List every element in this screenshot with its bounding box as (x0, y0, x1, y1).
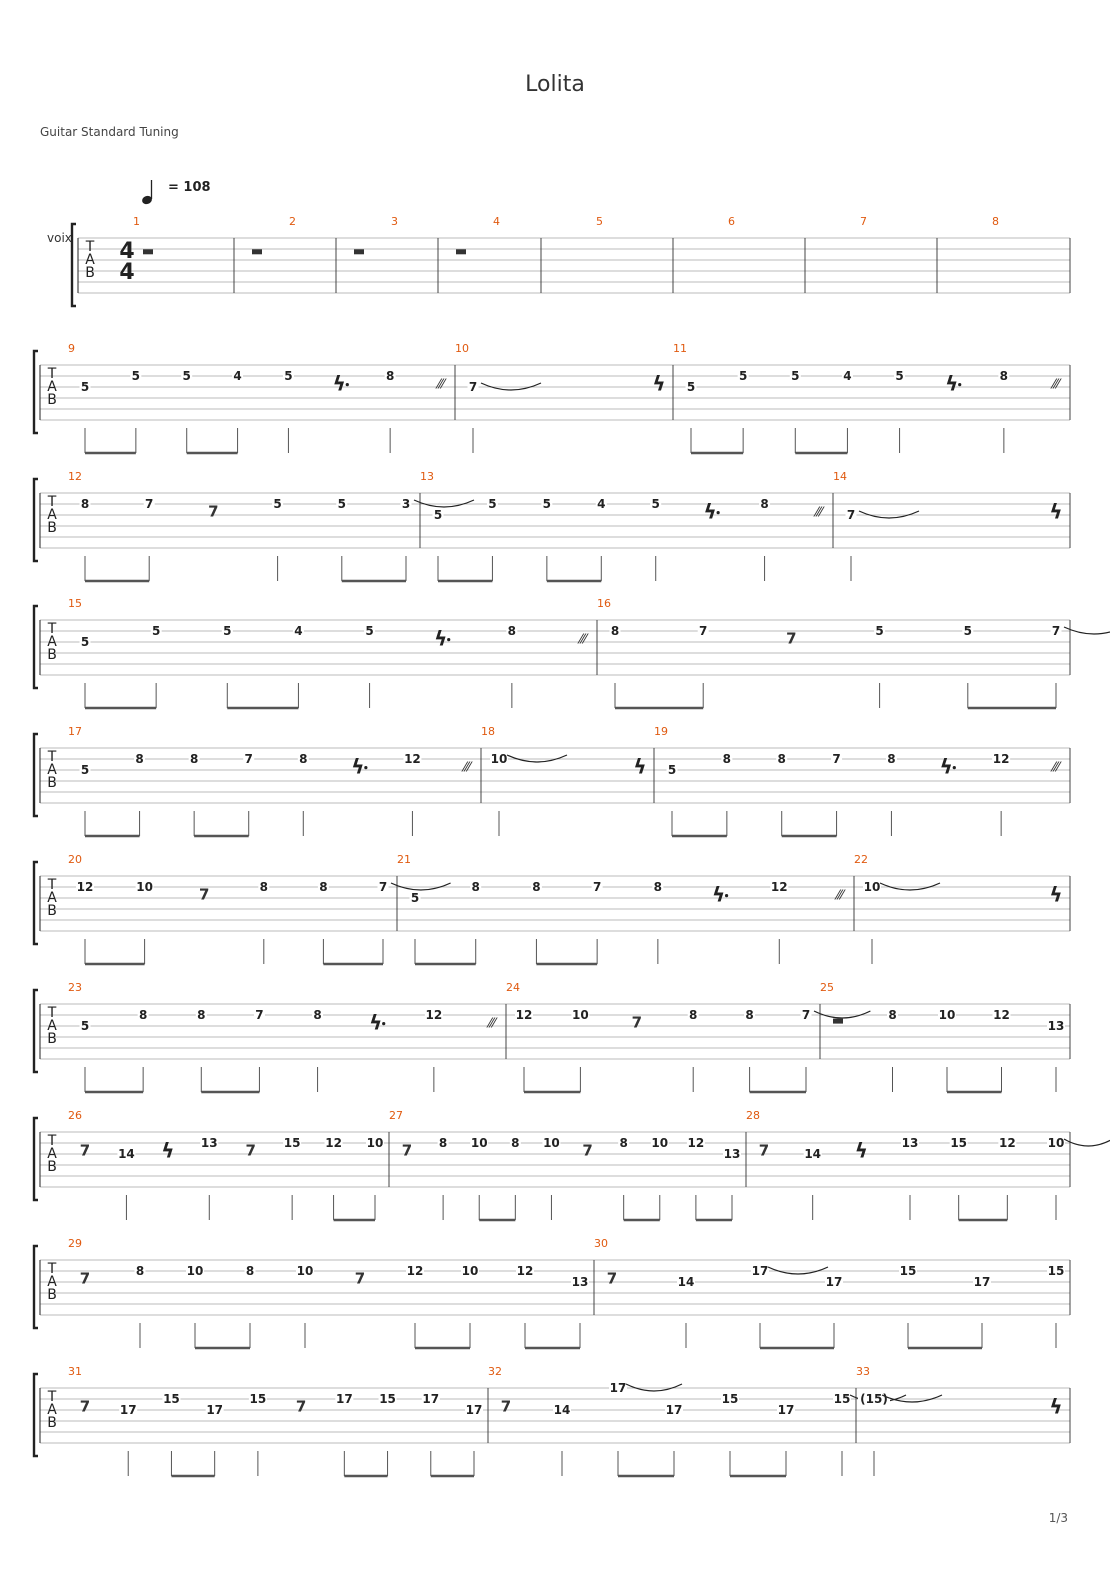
rest-4-2-7: ⁄⁄⁄ (1052, 760, 1060, 776)
rest-6-0-5: ϟ (369, 1010, 383, 1035)
fret-number: 8 (471, 880, 480, 894)
rest-3-0-7: ⁄⁄⁄ (579, 632, 587, 648)
measure-number: 15 (68, 597, 82, 610)
fret-number: 8 (135, 752, 144, 766)
tab-clef-B: B (47, 1159, 57, 1175)
fret-number: 5 (151, 624, 161, 638)
fret-number: 10 (863, 880, 881, 894)
fret-number: 17 (751, 1264, 769, 1278)
measure-number: 11 (673, 342, 687, 355)
fret-number: 7 (255, 1008, 264, 1022)
track-name: voix (47, 231, 72, 245)
fret-number: 10 (651, 1136, 669, 1150)
rest-4-1-1: ϟ (633, 754, 647, 779)
measure-number: 33 (856, 1365, 870, 1378)
tab-clef-B: B (47, 520, 57, 536)
tab-clef-T: T (47, 494, 57, 510)
fret-number: 8 (999, 369, 1009, 383)
fret-number: 15 (950, 1136, 968, 1150)
rest-1-2-5-dot (958, 383, 961, 386)
fret-number: 7 (145, 497, 154, 511)
measure-number: 3 (391, 215, 398, 228)
fret-number: 8 (777, 752, 786, 766)
rest-7-0-4: 7 (245, 1141, 256, 1160)
measure-number: 29 (68, 1237, 82, 1250)
rest-3-1-2: 7 (786, 629, 797, 648)
fret-number: 4 (597, 497, 606, 511)
measure-number: 23 (68, 981, 82, 994)
tab-clef-T: T (47, 877, 57, 893)
measure-number: 4 (493, 215, 500, 228)
measure-number: 30 (594, 1237, 608, 1250)
measure-number: 6 (728, 215, 735, 228)
fret-number: 13 (200, 1136, 218, 1150)
system-brace (34, 1246, 38, 1328)
fret-number: 4 (843, 369, 852, 383)
fret-number: 8 (887, 752, 896, 766)
fret-number: 17 (206, 1403, 224, 1417)
rest-2-2-1: ϟ (1049, 499, 1063, 524)
measure-number: 22 (854, 853, 868, 866)
tab-clef-T: T (47, 621, 57, 637)
tab-clef-T: T (85, 239, 95, 255)
fret-number: 5 (686, 380, 696, 394)
fret-number: 8 (745, 1008, 754, 1022)
fret-number: 10 (1047, 1136, 1065, 1150)
fret-number: 15 (1047, 1264, 1065, 1278)
rest-4-2-5: ϟ (939, 754, 953, 779)
tab-clef-T: T (47, 366, 57, 382)
rest-7-0-0: 7 (79, 1141, 91, 1160)
fret-number: 13 (901, 1136, 919, 1150)
rest-7-2-0: 7 (758, 1141, 770, 1160)
measure-number: 26 (68, 1109, 82, 1122)
measure-number: 17 (68, 725, 82, 738)
fret-number: 3 (401, 497, 411, 511)
measure-number: 7 (860, 215, 867, 228)
rest-4-0-5-dot (364, 766, 367, 769)
rest-1-0-5-dot (346, 383, 349, 386)
system-brace (34, 990, 38, 1072)
page-number: 1/3 (1048, 1511, 1068, 1525)
rest-6-0-5-dot (382, 1022, 385, 1025)
rest-5-1-7: ⁄⁄⁄ (836, 888, 844, 904)
fret-number: 5 (875, 624, 884, 638)
rest-0-0 (143, 249, 153, 254)
fret-number: 8 (532, 880, 541, 894)
measure-number: 14 (833, 470, 847, 483)
fret-number: 10 (490, 752, 508, 766)
rest-0-1 (252, 249, 262, 254)
fret-number: 8 (80, 497, 90, 511)
fret-number: 4 (233, 369, 242, 383)
fret-number: 8 (189, 752, 199, 766)
fret-number: 10 (366, 1136, 384, 1150)
fret-number: 5 (791, 369, 800, 383)
fret-number: 15 (899, 1264, 917, 1278)
rest-4-2-5-dot (953, 766, 956, 769)
tab-clef-A: A (47, 1274, 57, 1290)
fret-number: 10 (470, 1136, 488, 1150)
fret-number: 10 (136, 880, 153, 894)
fret-number: 8 (138, 1008, 148, 1022)
time-signature: 4 (119, 260, 135, 285)
fret-number: 12 (406, 1264, 424, 1278)
fret-number: 8 (511, 1136, 520, 1150)
fret-number: 15 (283, 1136, 301, 1150)
rest-9-1-0: 7 (500, 1397, 512, 1416)
tab-clef-A: A (47, 507, 57, 523)
rest-1-1-1: ϟ (652, 371, 666, 396)
fret-number: 7 (1051, 624, 1061, 638)
rest-5-2-1: ϟ (1049, 882, 1063, 907)
fret-number: 12 (998, 1136, 1016, 1150)
fret-number: 17 (777, 1403, 795, 1417)
tab-clef-A: A (47, 1018, 57, 1034)
fret-number: 5 (895, 369, 904, 383)
rest-1-2-7: ⁄⁄⁄ (1052, 377, 1060, 393)
fret-number: 8 (760, 497, 769, 511)
measure-number: 12 (68, 470, 82, 483)
rest-7-1-5: 7 (582, 1141, 593, 1160)
fret-number: 5 (963, 624, 972, 638)
fret-number: 5 (365, 624, 374, 638)
tab-clef-B: B (47, 903, 57, 919)
fret-number: 8 (619, 1136, 628, 1150)
fret-number: 12 (515, 1008, 533, 1022)
system-brace (72, 224, 76, 306)
fret-number: 7 (378, 880, 388, 894)
fret-number: 7 (846, 508, 856, 522)
tab-clef-A: A (47, 379, 57, 395)
fret-number: 8 (385, 369, 395, 383)
system-brace (34, 479, 38, 561)
system-brace (34, 1374, 38, 1456)
tab-clef-T: T (47, 749, 57, 765)
fret-number: 7 (832, 752, 841, 766)
fret-number: 12 (516, 1264, 534, 1278)
fret-number: 8 (689, 1008, 698, 1022)
tab-clef-B: B (85, 265, 95, 281)
rest-3-0-5: ϟ (434, 626, 448, 651)
system-brace (34, 606, 38, 688)
fret-number: 7 (699, 624, 708, 638)
rest-6-0-7: ⁄⁄⁄ (488, 1016, 496, 1032)
fret-number: 8 (653, 880, 663, 894)
tuning-label: Guitar Standard Tuning (40, 125, 179, 139)
rest-2-1-5-dot (717, 511, 720, 514)
rest-1-0-5: ϟ (332, 371, 346, 396)
rest-6-2-0 (833, 1019, 843, 1024)
fret-number: 15 (163, 1392, 180, 1406)
fret-number: 8 (888, 1008, 897, 1022)
time-signature: 4 (119, 239, 135, 264)
fret-number: 10 (186, 1264, 204, 1278)
measure-number: 32 (488, 1365, 502, 1378)
measure-number: 9 (68, 342, 75, 355)
tab-clef-T: T (47, 1389, 57, 1405)
tab-clef-A: A (47, 762, 57, 778)
fret-number: 17 (422, 1392, 440, 1406)
rest-0-2 (354, 249, 364, 254)
fret-number: 5 (223, 624, 232, 638)
fret-number: 17 (973, 1275, 991, 1289)
tab-clef-T: T (47, 1005, 57, 1021)
fret-number: 14 (118, 1147, 135, 1161)
rest-7-1-0: 7 (401, 1141, 413, 1160)
rest-5-1-5-dot (725, 894, 728, 897)
fret-number: 5 (80, 635, 90, 649)
fret-number: 10 (938, 1008, 956, 1022)
fret-number: 5 (273, 497, 282, 511)
system-brace (34, 1118, 38, 1200)
fret-number: 8 (722, 752, 732, 766)
fret-number: 7 (801, 1008, 811, 1022)
fret-number: 5 (433, 508, 443, 522)
fret-number: 14 (553, 1403, 571, 1417)
fret-number: 5 (651, 497, 660, 511)
measure-number: 5 (596, 215, 603, 228)
rest-1-0-7: ⁄⁄⁄ (437, 377, 445, 393)
fret-number: 10 (543, 1136, 560, 1150)
measure-number: 25 (820, 981, 834, 994)
fret-number: 17 (665, 1403, 683, 1417)
fret-number: 7 (468, 380, 478, 394)
rest-2-0-2: 7 (208, 502, 219, 521)
fret-number: 13 (723, 1147, 741, 1161)
fret-number: 8 (507, 624, 517, 638)
fret-number: 8 (197, 1008, 206, 1022)
fret-number: 5 (410, 891, 420, 905)
fret-number: 5 (80, 1019, 90, 1033)
rest-7-2-2: ϟ (854, 1138, 868, 1163)
system-brace (34, 734, 38, 816)
fret-number: 13 (1047, 1019, 1065, 1033)
rest-5-1-5: ϟ (711, 882, 726, 907)
rest-9-0-0: 7 (79, 1397, 91, 1416)
fret-number: 8 (610, 624, 620, 638)
fret-number: 17 (335, 1392, 353, 1406)
rest-6-1-2: 7 (631, 1013, 643, 1032)
rest-3-0-5-dot (447, 638, 450, 641)
fret-number: 5 (182, 369, 191, 383)
fret-number: 14 (677, 1275, 695, 1289)
fret-number: 17 (825, 1275, 843, 1289)
fret-number: 15 (249, 1392, 267, 1406)
tab-clef-T: T (47, 1133, 57, 1149)
tab-clef-T: T (47, 1261, 57, 1277)
system-brace (34, 862, 38, 944)
measure-number: 16 (597, 597, 611, 610)
fret-number: 15 (721, 1392, 739, 1406)
fret-number: 8 (259, 880, 268, 894)
fret-number: 8 (135, 1264, 145, 1278)
rest-9-0-5: 7 (295, 1397, 307, 1416)
fret-number: 5 (80, 380, 90, 394)
fret-number: 12 (770, 880, 788, 894)
tempo-value: = 108 (168, 180, 211, 195)
tie (1064, 1139, 1110, 1146)
measure-number: 27 (389, 1109, 403, 1122)
fret-number: 10 (572, 1008, 589, 1022)
fret-number: 5 (131, 369, 141, 383)
fret-number: 12 (325, 1136, 342, 1150)
tab-clef-B: B (47, 1031, 57, 1047)
tab-clef-A: A (47, 1402, 57, 1418)
fret-number: 12 (992, 752, 1010, 766)
fret-number: 7 (244, 752, 253, 766)
fret-number: 12 (404, 752, 421, 766)
rest-8-0-0: 7 (79, 1269, 91, 1288)
fret-number: 14 (804, 1147, 822, 1161)
tab-clef-B: B (47, 1415, 57, 1431)
tab-clef-A: A (85, 252, 95, 268)
measure-number: 10 (455, 342, 469, 355)
fret-number: (15) (860, 1392, 888, 1406)
fret-number: 8 (313, 1008, 322, 1022)
fret-number: 5 (738, 369, 748, 383)
tab-clef-B: B (47, 647, 57, 663)
measure-number: 18 (481, 725, 495, 738)
fret-number: 10 (461, 1264, 479, 1278)
fret-number: 5 (542, 497, 552, 511)
fret-number: 4 (294, 624, 303, 638)
tab-clef-A: A (47, 1146, 57, 1162)
fret-number: 10 (296, 1264, 314, 1278)
fret-number: 12 (425, 1008, 443, 1022)
fret-number: 17 (609, 1381, 627, 1395)
fret-number: 5 (80, 763, 90, 777)
measure-number: 21 (397, 853, 411, 866)
song-title: Lolita (525, 72, 585, 97)
fret-number: 5 (667, 763, 677, 777)
rest-8-1-0: 7 (606, 1269, 618, 1288)
rest-4-0-5: ϟ (351, 754, 365, 779)
measure-number: 13 (420, 470, 434, 483)
tab-clef-A: A (47, 890, 57, 906)
fret-number: 15 (833, 1392, 851, 1406)
rest-1-2-5: ϟ (945, 371, 959, 396)
fret-number: 8 (245, 1264, 255, 1278)
fret-number: 8 (319, 880, 328, 894)
fret-number: 8 (299, 752, 308, 766)
system-brace (34, 351, 38, 433)
measure-number: 20 (68, 853, 82, 866)
fret-number: 8 (438, 1136, 448, 1150)
fret-number: 12 (76, 880, 94, 894)
tab-clef-B: B (47, 1287, 57, 1303)
fret-number: 12 (993, 1008, 1010, 1022)
tab-clef-A: A (47, 634, 57, 650)
fret-number: 7 (592, 880, 602, 894)
measure-number: 19 (654, 725, 668, 738)
measure-number: 24 (506, 981, 520, 994)
rest-5-0-2: 7 (198, 885, 210, 904)
rest-9-2-1: ϟ (1049, 1394, 1063, 1419)
measure-number: 2 (289, 215, 296, 228)
fret-number: 12 (687, 1136, 705, 1150)
fret-number: 5 (337, 497, 346, 511)
tab-clef-B: B (47, 775, 57, 791)
fret-number: 17 (119, 1403, 137, 1417)
fret-number: 5 (284, 369, 293, 383)
rest-4-0-7: ⁄⁄⁄ (463, 760, 471, 776)
fret-number: 15 (379, 1392, 396, 1406)
rest-0-3 (456, 249, 466, 254)
tab-clef-B: B (47, 392, 57, 408)
measure-number: 8 (992, 215, 999, 228)
rest-7-0-2: ϟ (161, 1138, 175, 1163)
measure-number: 28 (746, 1109, 760, 1122)
measure-number: 31 (68, 1365, 82, 1378)
rest-2-1-7: ⁄⁄⁄ (815, 505, 823, 521)
fret-number: 17 (465, 1403, 483, 1417)
tie (1064, 627, 1110, 634)
fret-number: 13 (571, 1275, 589, 1289)
rest-8-0-5: 7 (354, 1269, 366, 1288)
fret-number: 5 (488, 497, 497, 511)
measure-number: 1 (133, 215, 140, 228)
rest-2-1-5: ϟ (703, 499, 717, 524)
